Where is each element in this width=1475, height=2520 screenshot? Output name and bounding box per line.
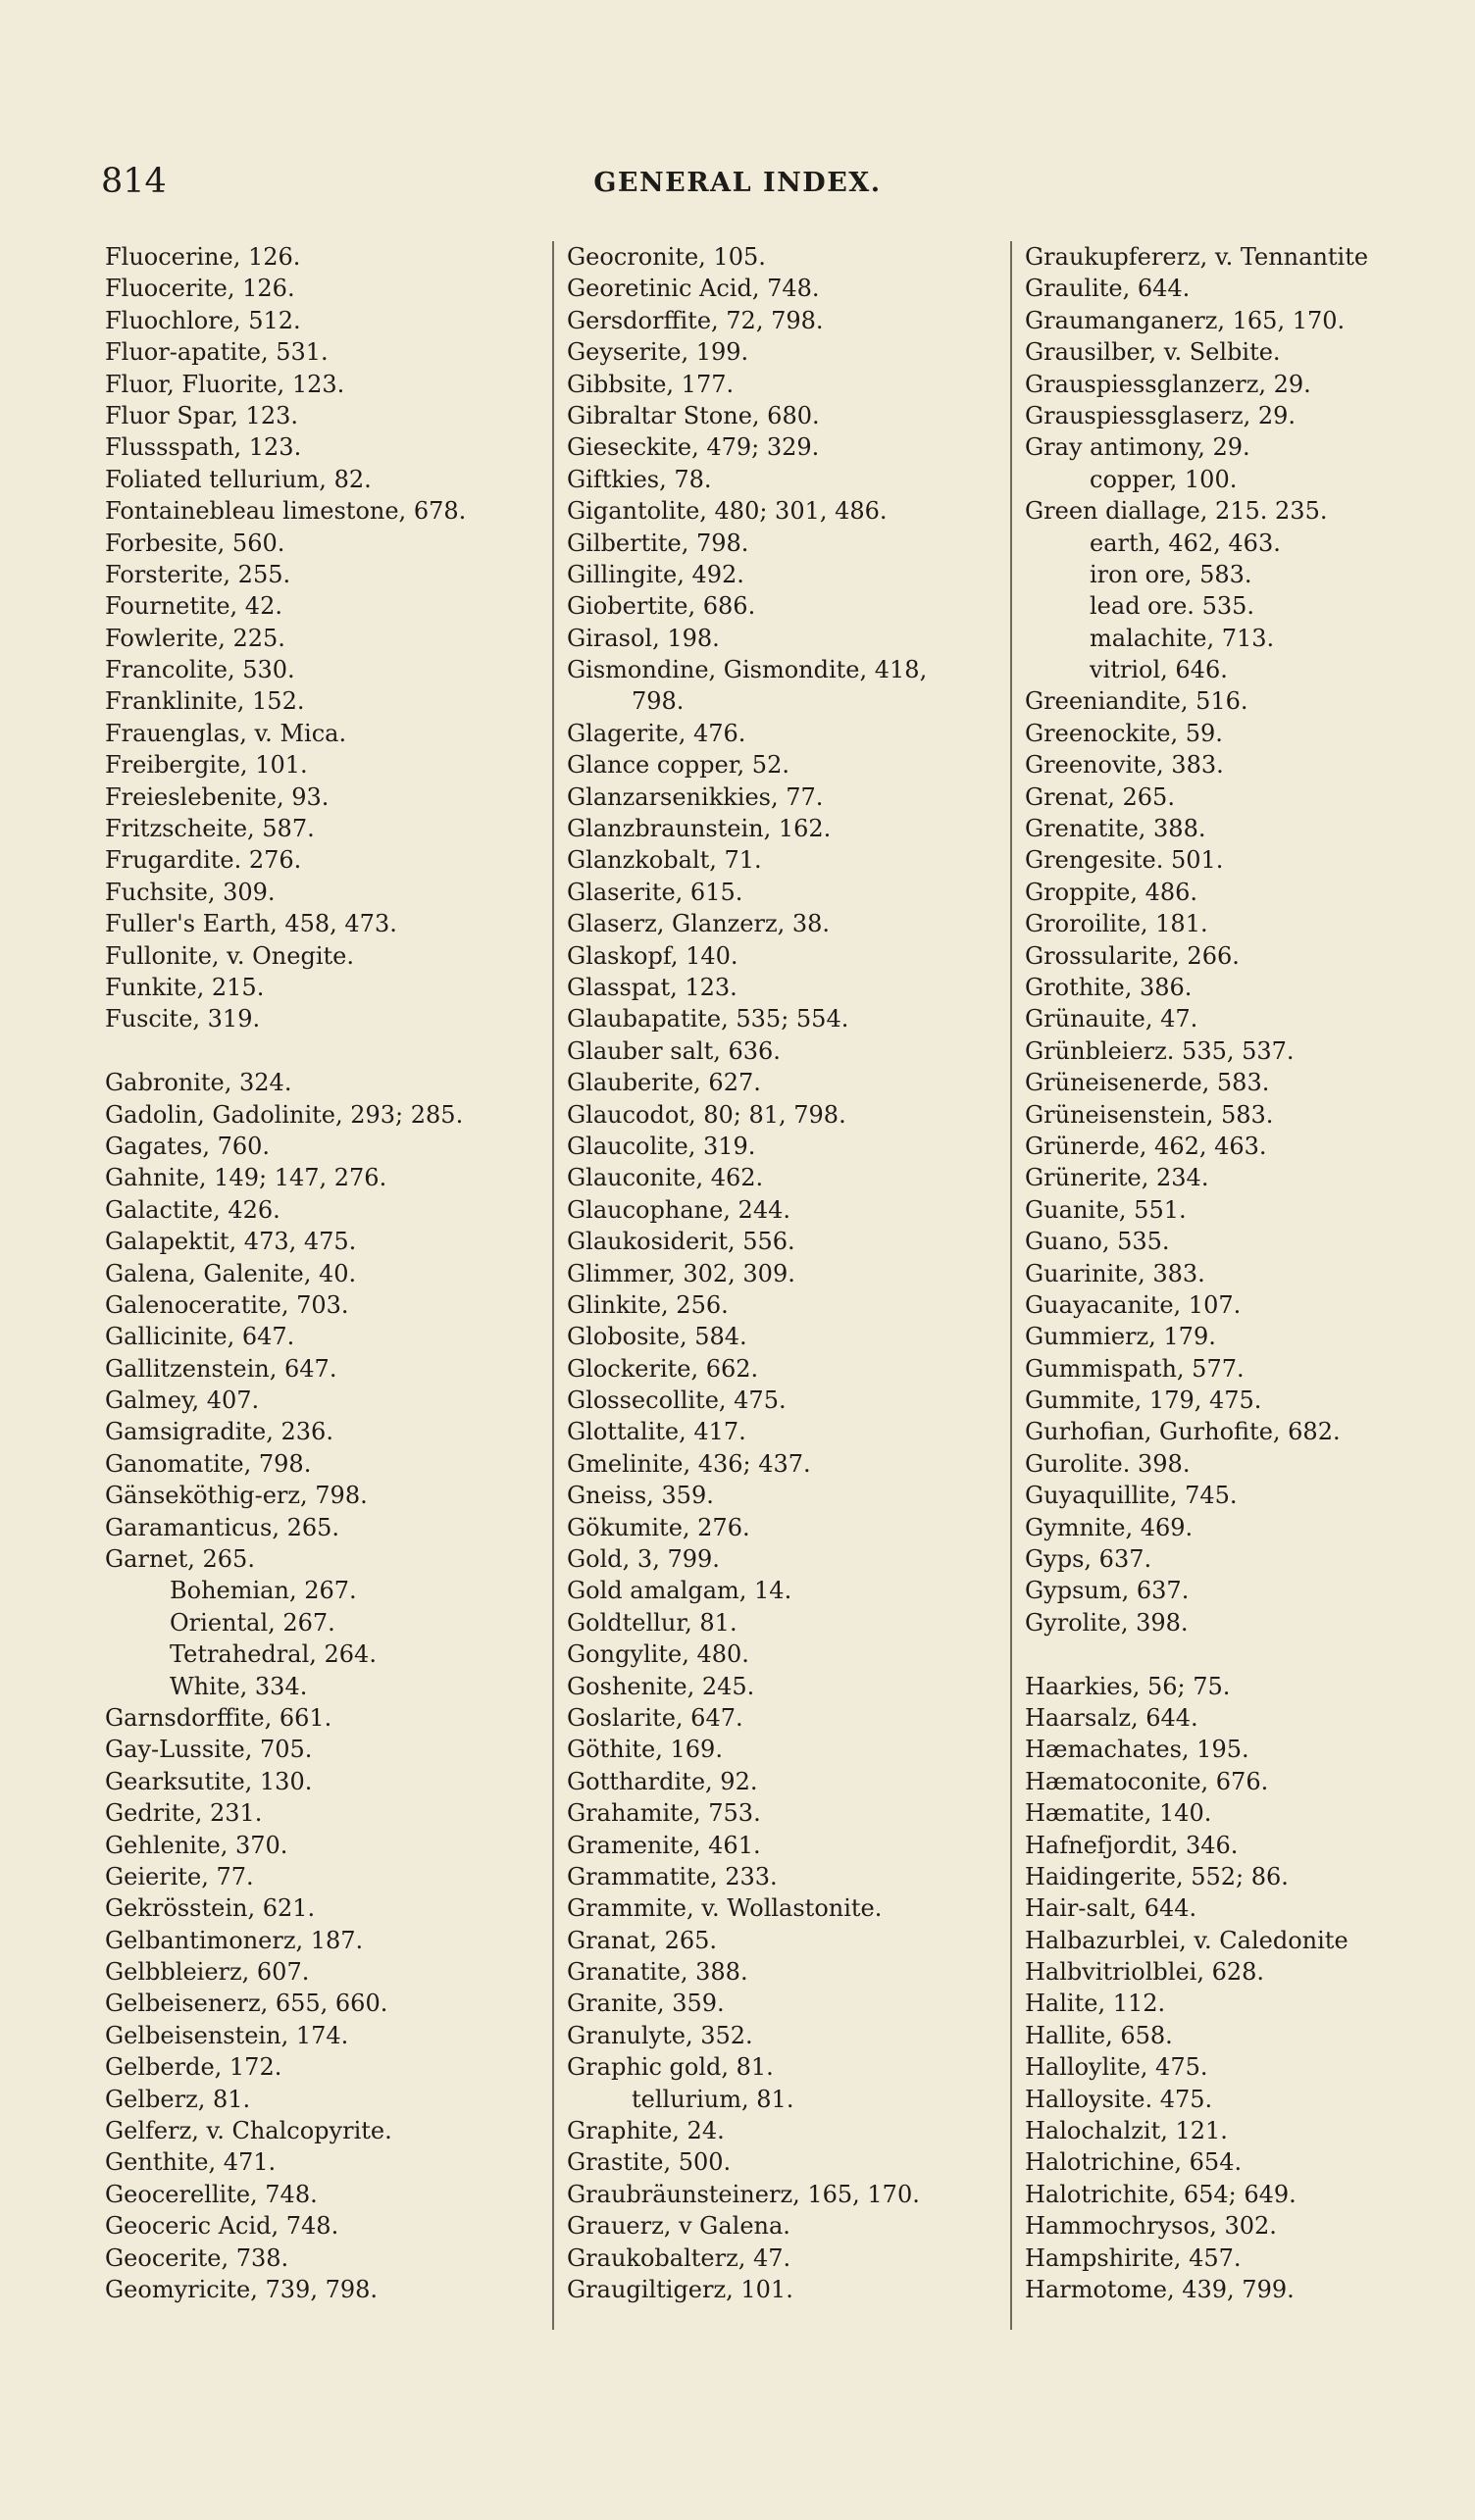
index-entry: Gotthardite, 92. [567, 1767, 758, 1795]
index-entry: Halochalzit, 121. [1025, 2117, 1228, 2145]
index-entry: Gold, 3, 799. [567, 1545, 720, 1574]
index-entry: Glauberite, 627. [567, 1069, 761, 1097]
index-entry: Halbvitriolblei, 628. [1025, 1958, 1265, 1987]
index-subentry: vitriol, 646. [1090, 656, 1228, 684]
index-entry: Geoceric Acid, 748. [105, 2212, 339, 2241]
index-entry: Gurhofian, Gurhofite, 682. [1025, 1418, 1341, 1446]
index-entry: Gold amalgam, 14. [567, 1577, 792, 1605]
index-entry: Gökumite, 276. [567, 1513, 750, 1541]
index-entry: Gneiss, 359. [567, 1482, 714, 1510]
page-header [0, 162, 1475, 211]
index-entry: Gmelinite, 436; 437. [567, 1449, 811, 1478]
index-entry: Grastite, 500. [567, 2148, 732, 2177]
index-entry: Gummite, 179, 475. [1025, 1386, 1262, 1415]
index-entry: Gibraltar Stone, 680. [567, 401, 820, 429]
index-entry: Graphic gold, 81. [567, 2053, 774, 2082]
index-entry: Galactite, 426. [105, 1195, 280, 1224]
index-entry: Hallite, 658. [1025, 2021, 1173, 2049]
index-entry: Granite, 359. [567, 1990, 725, 2018]
index-entry: Gypsum, 637. [1025, 1577, 1190, 1605]
index-entry: Hair-salt, 644. [1025, 1894, 1197, 1923]
index-entry: Grossularite, 266. [1025, 941, 1240, 970]
index-entry: Grüneisenerde, 583. [1025, 1069, 1270, 1097]
index-entry: Grahamite, 753. [567, 1799, 761, 1828]
index-entry: Gurolite. 398. [1025, 1449, 1191, 1478]
index-entry: Geocerite, 738. [105, 2243, 289, 2272]
index-entry: Fluocerite, 126. [105, 275, 295, 303]
index-subentry: 798. [632, 687, 685, 716]
index-entry: Gamsigradite, 236. [105, 1418, 333, 1446]
index-entry: Gibbsite, 177. [567, 370, 735, 398]
index-column-2 [567, 241, 998, 2305]
index-entry: Gelbantimonerz, 187. [105, 1926, 364, 1954]
index-entry: Grauspiessglaserz, 29. [1025, 401, 1297, 429]
index-entry: Gahnite, 149; 147, 276. [105, 1164, 387, 1192]
index-entry: Grauerz, v Galena. [567, 2212, 790, 2241]
index-entry: Freibergite, 101. [105, 751, 308, 780]
index-subentry: tellurium, 81. [632, 2085, 794, 2113]
index-entry: Graphite, 24. [567, 2117, 725, 2145]
index-entry: Gray antimony, 29. [1025, 433, 1250, 462]
index-subentry: White, 334. [170, 1672, 308, 1700]
index-subentry: Oriental, 267. [170, 1608, 335, 1637]
index-entry: Ganomatite, 798. [105, 1449, 312, 1478]
index-entry: Gagates, 760. [105, 1132, 271, 1160]
index-entry: Hafnefjordit, 346. [1025, 1831, 1239, 1859]
index-entry: Hæmachates, 195. [1025, 1736, 1249, 1764]
index-entry: Goshenite, 245. [567, 1672, 755, 1700]
index-entry: Franklinite, 152. [105, 687, 305, 716]
index-entry: Fluor Spar, 123. [105, 401, 298, 429]
index-entry: Glance copper, 52. [567, 751, 789, 780]
index-entry: Fluor-apatite, 531. [105, 338, 329, 367]
index-entry: Grünerde, 462, 463. [1025, 1132, 1267, 1160]
index-entry: Halotrichite, 654; 649. [1025, 2180, 1297, 2208]
index-entry: Graulite, 644. [1025, 275, 1191, 303]
index-entry: Fluocerine, 126. [105, 243, 301, 271]
index-entry: Garnsdorffite, 661. [105, 1703, 332, 1732]
index-entry: Guanite, 551. [1025, 1195, 1187, 1224]
index-entry: Gelbeisenerz, 655, 660. [105, 1990, 388, 2018]
index-entry: Gyps, 637. [1025, 1545, 1152, 1574]
index-entry: Gabronite, 324. [105, 1069, 292, 1097]
section-gap [1025, 1638, 1447, 1670]
index-entry: Geierite, 77. [105, 1862, 254, 1890]
index-entry: Gismondine, Gismondite, 418, [567, 656, 928, 684]
index-entry: Fuller's Earth, 458, 473. [105, 910, 397, 938]
index-entry: Flussspath, 123. [105, 433, 302, 462]
index-entry: Grünerite, 234. [1025, 1164, 1209, 1192]
index-entry: Gekrösstein, 621. [105, 1894, 316, 1923]
index-entry: Fluochlore, 512. [105, 306, 301, 334]
index-entry: Guyaquillite, 745. [1025, 1482, 1238, 1510]
index-entry: Gearksutite, 130. [105, 1767, 313, 1795]
index-entry: Gelberz, 81. [105, 2085, 251, 2113]
index-entry: Galena, Galenite, 40. [105, 1259, 357, 1287]
index-entry: Haidingerite, 552; 86. [1025, 1862, 1289, 1890]
index-entry: Gelbeisenstein, 174. [105, 2021, 349, 2049]
index-entry: Hæmatoconite, 676. [1025, 1767, 1269, 1795]
index-entry: Fuscite, 319. [105, 1005, 261, 1033]
column-divider [552, 241, 554, 2330]
index-entry: Gelbbleierz, 607. [105, 1958, 310, 1987]
index-entry: Halbazurblei, v. Caledonite [1025, 1926, 1348, 1954]
index-entry: Graukobalterz, 47. [567, 2243, 791, 2272]
page-title: GENERAL INDEX. [593, 168, 882, 198]
index-entry: Glaucodot, 80; 81, 798. [567, 1100, 846, 1129]
index-entry: Galmey, 407. [105, 1386, 260, 1415]
column-divider [1010, 241, 1012, 2330]
index-entry: Gigantolite, 480; 301, 486. [567, 497, 888, 526]
index-entry: Gramenite, 461. [567, 1831, 761, 1859]
index-entry: Garamanticus, 265. [105, 1513, 340, 1541]
index-entry: Granatite, 388. [567, 1958, 748, 1987]
index-entry: Grünbleierz. 535, 537. [1025, 1036, 1295, 1065]
index-entry: Goslarite, 647. [567, 1703, 743, 1732]
index-entry: Grünauite, 47. [1025, 1005, 1198, 1033]
index-entry: Grauspiessglanzerz, 29. [1025, 370, 1311, 398]
index-entry: Fluor, Fluorite, 123. [105, 370, 345, 398]
index-entry: Gadolin, Gadolinite, 293; 285. [105, 1100, 464, 1129]
index-entry: Gelferz, v. Chalcopyrite. [105, 2117, 392, 2145]
section-gap [105, 1035, 541, 1067]
index-entry: Gongylite, 480. [567, 1640, 749, 1669]
index-entry: Granat, 265. [567, 1926, 718, 1954]
index-entry: Glasspat, 123. [567, 973, 738, 1001]
index-entry: Greeniandite, 516. [1025, 687, 1248, 716]
index-entry: Freieslebenite, 93. [105, 782, 330, 811]
index-entry: Geyserite, 199. [567, 338, 749, 367]
index-entry: Geocerellite, 748. [105, 2180, 318, 2208]
index-entry: Glinkite, 256. [567, 1290, 729, 1319]
index-entry: Graubräunsteinerz, 165, 170. [567, 2180, 920, 2208]
index-entry: Gummierz, 179. [1025, 1323, 1216, 1351]
index-entry: Grammatite, 233. [567, 1862, 778, 1890]
index-entry: Giftkies, 78. [567, 465, 712, 493]
index-entry: Göthite, 169. [567, 1736, 723, 1764]
index-entry: Grüneisenstein, 583. [1025, 1100, 1274, 1129]
index-entry: Genthite, 471. [105, 2148, 277, 2177]
index-entry: Forsterite, 255. [105, 560, 291, 588]
index-entry: Guano, 535. [1025, 1228, 1170, 1256]
index-entry: Halotrichine, 654. [1025, 2148, 1243, 2177]
index-subentry: earth, 462, 463. [1090, 529, 1281, 557]
index-entry: Glaserite, 615. [567, 878, 743, 906]
index-entry: Glauconite, 462. [567, 1164, 764, 1192]
index-entry: Gummispath, 577. [1025, 1354, 1245, 1383]
index-entry: Glockerite, 662. [567, 1354, 759, 1383]
index-entry: Guarinite, 383. [1025, 1259, 1205, 1287]
index-entry: Glaskopf, 140. [567, 941, 738, 970]
index-entry: Gieseckite, 479; 329. [567, 433, 820, 462]
index-entry: Greenovite, 383. [1025, 751, 1224, 780]
index-entry: Glanzkobalt, 71. [567, 846, 762, 875]
index-entry: Haarkies, 56; 75. [1025, 1672, 1231, 1700]
index-entry: Gyrolite, 398. [1025, 1608, 1189, 1637]
page-number: 814 [101, 162, 167, 201]
index-entry: Fritzscheite, 587. [105, 815, 315, 843]
index-entry: Frauenglas, v. Mica. [105, 719, 347, 747]
index-entry: Gay-Lussite, 705. [105, 1736, 313, 1764]
index-entry: Galapektit, 473, 475. [105, 1228, 357, 1256]
index-entry: Glaukosiderit, 556. [567, 1228, 795, 1256]
index-entry: Garnet, 265. [105, 1545, 255, 1574]
index-entry: Harmotome, 439, 799. [1025, 2276, 1295, 2303]
index-column-3 [1025, 241, 1447, 2305]
index-entry: Gehlenite, 370. [105, 1831, 288, 1859]
index-entry: Glauber salt, 636. [567, 1036, 781, 1065]
index-entry: Girasol, 198. [567, 624, 720, 652]
index-entry: Gersdorffite, 72, 798. [567, 306, 824, 334]
index-entry: Glaserz, Glanzerz, 38. [567, 910, 831, 938]
index-entry: Fullonite, v. Onegite. [105, 941, 354, 970]
index-subentry: Tetrahedral, 264. [170, 1640, 377, 1669]
index-entry: Francolite, 530. [105, 656, 295, 684]
index-entry: Grausilber, v. Selbite. [1025, 338, 1281, 367]
index-subentry: Bohemian, 267. [170, 1577, 357, 1605]
index-entry: Georetinic Acid, 748. [567, 275, 820, 303]
index-entry: Halloylite, 475. [1025, 2053, 1208, 2082]
index-entry: Fuchsite, 309. [105, 878, 276, 906]
index-entry: Galenoceratite, 703. [105, 1290, 349, 1319]
index-entry: Glaucophane, 244. [567, 1195, 790, 1224]
index-entry: Fowlerite, 225. [105, 624, 285, 652]
index-entry: Grenat, 265. [1025, 782, 1175, 811]
index-entry: Gymnite, 469. [1025, 1513, 1194, 1541]
index-subentry: malachite, 713. [1090, 624, 1275, 652]
index-entry: Green diallage, 215. 235. [1025, 497, 1328, 526]
index-entry: Groroilite, 181. [1025, 910, 1208, 938]
index-entry: Goldtellur, 81. [567, 1608, 738, 1637]
index-entry: Grammite, v. Wollastonite. [567, 1894, 883, 1923]
index-entry: Hæmatite, 140. [1025, 1799, 1212, 1828]
index-entry: Graugiltigerz, 101. [567, 2276, 793, 2303]
index-subentry: lead ore. 535. [1090, 592, 1254, 621]
index-entry: Gallitzenstein, 647. [105, 1354, 337, 1383]
index-entry: Hammochrysos, 302. [1025, 2212, 1277, 2241]
index-entry: Gelberde, 172. [105, 2053, 282, 2082]
index-entry: Grengesite. 501. [1025, 846, 1224, 875]
index-entry: Geomyricite, 739, 798. [105, 2276, 379, 2303]
index-entry: Glaucolite, 319. [567, 1132, 756, 1160]
index-entry: Graumanganerz, 165, 170. [1025, 306, 1346, 334]
index-entry: Glanzbraunstein, 162. [567, 815, 832, 843]
index-entry: Gänseköthig-erz, 798. [105, 1482, 368, 1510]
index-entry: Grenatite, 388. [1025, 815, 1206, 843]
index-entry: Glaubapatite, 535; 554. [567, 1005, 849, 1033]
index-entry: Gedrite, 231. [105, 1799, 263, 1828]
index-entry: Haarsalz, 644. [1025, 1703, 1198, 1732]
index-entry: Gillingite, 492. [567, 560, 744, 588]
index-entry: Glottalite, 417. [567, 1418, 746, 1446]
index-entry: Guayacanite, 107. [1025, 1290, 1242, 1319]
index-entry: Glossecollite, 475. [567, 1386, 787, 1415]
index-entry: Foliated tellurium, 82. [105, 465, 372, 493]
index-subentry: iron ore, 583. [1090, 560, 1252, 588]
index-entry: Gallicinite, 647. [105, 1323, 295, 1351]
index-entry: Hampshirite, 457. [1025, 2243, 1242, 2272]
index-entry: Halite, 112. [1025, 1990, 1166, 2018]
index-entry: Fournetite, 42. [105, 592, 282, 621]
index-entry: Globosite, 584. [567, 1323, 747, 1351]
index-entry: Funkite, 215. [105, 973, 265, 1001]
index-entry: Glanzarsenikkies, 77. [567, 782, 824, 811]
index-entry: Geocronite, 105. [567, 243, 766, 271]
index-entry: Giobertite, 686. [567, 592, 756, 621]
index-entry: Graukupfererz, v. Tennantite [1025, 243, 1369, 271]
index-entry: Granulyte, 352. [567, 2021, 753, 2049]
index-entry: Greenockite, 59. [1025, 719, 1223, 747]
index-entry: Glimmer, 302, 309. [567, 1259, 795, 1287]
index-column-1 [105, 241, 541, 2305]
index-entry: Fontainebleau limestone, 678. [105, 497, 467, 526]
index-entry: Forbesite, 560. [105, 529, 285, 557]
index-entry: Groppite, 486. [1025, 878, 1198, 906]
index-entry: Glagerite, 476. [567, 719, 746, 747]
index-entry: Gilbertite, 798. [567, 529, 749, 557]
index-entry: Frugardite. 276. [105, 846, 302, 875]
index-entry: Halloysite. 475. [1025, 2085, 1213, 2113]
index-entry: Grothite, 386. [1025, 973, 1193, 1001]
index-subentry: copper, 100. [1090, 465, 1238, 493]
